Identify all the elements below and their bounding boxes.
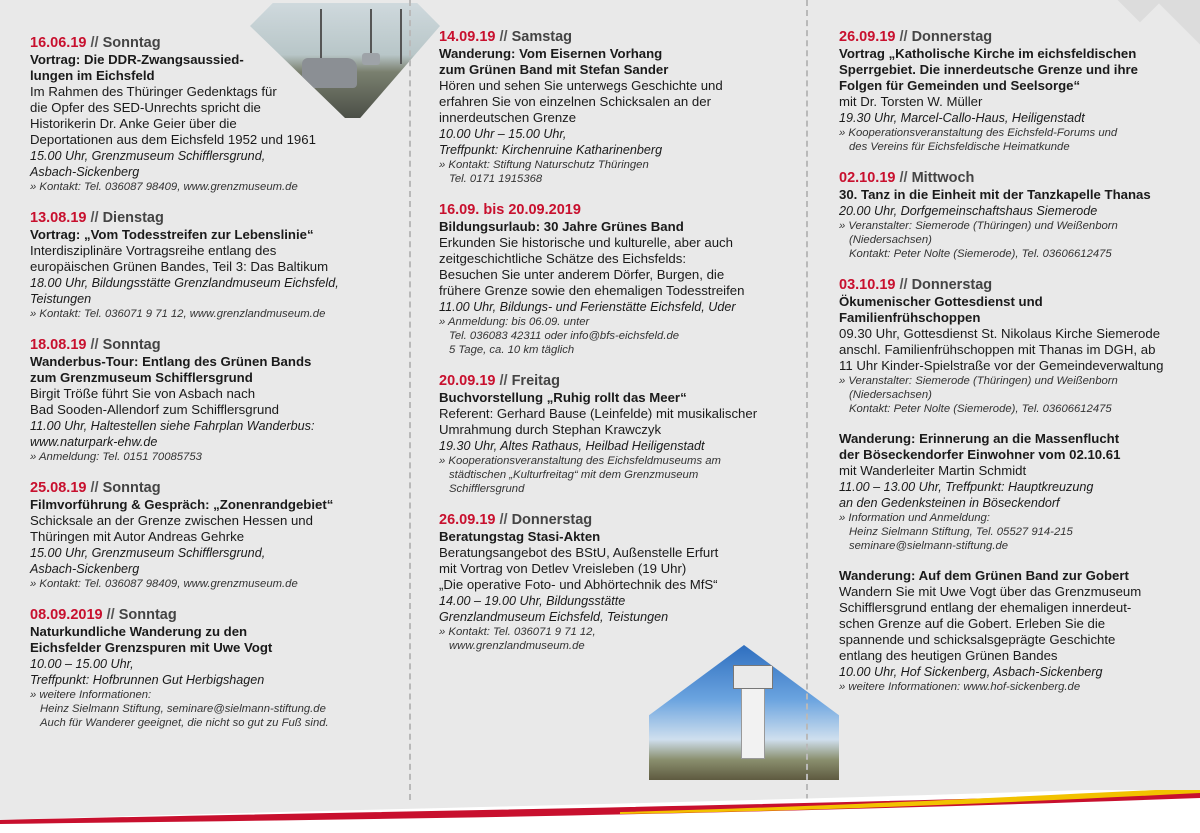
- event-weekday: Dienstag: [102, 210, 164, 226]
- event-description: Historikerin Dr. Anke Geier über die: [30, 116, 237, 131]
- event-date-line: [30, 336, 390, 354]
- event-weekday: Donnerstag: [911, 29, 993, 45]
- event-description: Referent: Gerhard Bause (Leinfelde) mit musikalischer: [439, 406, 758, 421]
- event-entry: [439, 201, 779, 357]
- event-description: mit Dr. Torsten W. Müller: [839, 94, 983, 109]
- event-time-place: Grenzlandmuseum Eichsfeld, Teistungen: [439, 610, 669, 624]
- event-contact: » Kontakt: Tel. 036071 9 71 12,: [439, 626, 596, 638]
- date-separator: //: [86, 337, 103, 353]
- event-entry: [839, 276, 1179, 416]
- event-entry: [30, 479, 390, 591]
- event-date: 14.09.19: [439, 29, 496, 45]
- event-contact: » Information und Anmeldung:: [839, 512, 990, 524]
- event-date: 02.10.19: [839, 170, 896, 186]
- date-separator: //: [895, 277, 912, 293]
- event-description: frühere Grenze sowie den ehemaligen Todesstreifen: [439, 283, 745, 298]
- event-contact: Tel. 036083 42311 oder info@bfs-eichsfeld.de: [449, 330, 680, 342]
- event-contact: » Veranstalter: Siemerode (Thüringen) und Weißenborn: [839, 375, 1118, 387]
- event-contact: Schifflersgrund: [449, 483, 525, 495]
- event-time-place: 18.00 Uhr, Bildungsstätte Grenzlandmuseum Eichsfeld,: [30, 276, 339, 290]
- event-contact: » Kontakt: Stiftung Naturschutz Thüringen: [439, 159, 649, 171]
- event-description: „Die operative Foto- und Abhörtechnik des MfS“: [439, 577, 718, 592]
- column-divider: [409, 0, 411, 800]
- event-description: erfahren Sie von einzelnen Schicksalen an der: [439, 94, 711, 109]
- event-contact: » weitere Informationen:: [30, 689, 152, 701]
- event-date-line: [30, 606, 390, 624]
- event-entry: [30, 606, 390, 730]
- event-contact: Heinz Sielmann Stiftung, seminare@sielmann-stiftung.de: [40, 703, 326, 715]
- event-title: Vortrag: „Vom Todesstreifen zur Lebenslinie“: [30, 227, 314, 242]
- event-title: Vortrag: Die DDR-Zwangsaussied-: [30, 52, 244, 67]
- event-description: Umrahmung durch Stephan Krawczyk: [439, 422, 662, 437]
- column-2: [439, 28, 779, 668]
- event-date-line: [30, 34, 390, 52]
- event-entry: [30, 34, 390, 194]
- event-time-place: 15.00 Uhr, Grenzmuseum Schifflersgrund,: [30, 149, 266, 163]
- event-title: 30. Tanz in die Einheit mit der Tanzkapelle Thanas: [839, 187, 1151, 202]
- event-description: Hören und sehen Sie unterwegs Geschichte und: [439, 78, 723, 93]
- event-description: Erkunden Sie historische und kulturelle, aber auch: [439, 235, 733, 250]
- event-date-line: [439, 201, 779, 219]
- event-time-place: an den Gedenksteinen in Böseckendorf: [839, 496, 1060, 510]
- event-title: Naturkundliche Wanderung zu den: [30, 624, 248, 639]
- event-title: Vortrag „Katholische Kirche im eichsfeldischen: [839, 46, 1137, 61]
- event-description: die Opfer des SED-Unrechts spricht die: [30, 100, 261, 115]
- event-date: 13.08.19: [30, 210, 87, 226]
- event-date: 16.09. bis 20.09.2019: [439, 202, 581, 218]
- event-description: Birgit Tröße führt Sie von Asbach nach: [30, 386, 256, 401]
- event-time-place: Treffpunkt: Kirchenruine Katharinenberg: [439, 143, 663, 157]
- event-time-place: 11.00 Uhr, Bildungs- und Ferienstätte Eichsfeld, Uder: [439, 300, 736, 314]
- date-separator: //: [86, 35, 103, 51]
- column-1: [30, 34, 390, 745]
- event-weekday: Sonntag: [102, 35, 161, 51]
- event-date: 26.09.19: [439, 512, 496, 528]
- event-description: mit Wanderleiter Martin Schmidt: [839, 463, 1027, 478]
- event-description: Schicksale an der Grenze zwischen Hessen und: [30, 513, 313, 528]
- event-contact: » weitere Informationen: www.hof-sickenberg.de: [839, 681, 1081, 693]
- event-title: Sperrgebiet. Die innerdeutsche Grenze und ihre: [839, 62, 1138, 77]
- event-entry: [839, 431, 1179, 553]
- event-time-place: www.naturpark-ehw.de: [30, 435, 158, 449]
- event-date: 25.08.19: [30, 480, 87, 496]
- event-entry: [839, 28, 1179, 154]
- event-contact: » Veranstalter: Siemerode (Thüringen) und Weißenborn: [839, 220, 1118, 232]
- event-contact: Kontakt: Peter Nolte (Siemerode), Tel. 03606612475: [849, 403, 1112, 415]
- event-title: Ökumenischer Gottesdienst und: [839, 294, 1043, 309]
- event-contact: (Niedersachsen): [849, 389, 932, 401]
- date-separator: //: [495, 512, 512, 528]
- event-time-place: 10.00 Uhr, Hof Sickenberg, Asbach-Sickenberg: [839, 665, 1103, 679]
- event-date: 18.08.19: [30, 337, 87, 353]
- event-weekday: Freitag: [511, 373, 560, 389]
- event-title: Eichsfelder Grenzspuren mit Uwe Vogt: [30, 640, 273, 655]
- event-description: europäischen Grünen Bandes, Teil 3: Das Baltikum: [30, 259, 329, 274]
- event-title: zum Grenzmuseum Schifflersgrund: [30, 370, 253, 385]
- event-description: Wandern Sie mit Uwe Vogt über das Grenzmuseum: [839, 584, 1142, 599]
- event-time-place: Teistungen: [30, 292, 92, 306]
- event-contact: städtischen „Kulturfreitag“ mit dem Grenzmuseum: [449, 469, 699, 481]
- event-time-place: 10.00 – 15.00 Uhr,: [30, 657, 134, 671]
- column-divider: [806, 0, 808, 800]
- event-date: 20.09.19: [439, 373, 496, 389]
- event-date-line: [839, 28, 1179, 46]
- event-time-place: 20.00 Uhr, Dorfgemeinschaftshaus Siemerode: [839, 204, 1098, 218]
- event-date: 16.06.19: [30, 35, 87, 51]
- date-separator: //: [895, 170, 912, 186]
- event-contact: » Anmeldung: bis 06.09. unter: [439, 316, 590, 328]
- event-description: Thüringen mit Autor Andreas Gehrke: [30, 529, 245, 544]
- date-separator: //: [495, 373, 512, 389]
- event-entry: [839, 169, 1179, 261]
- event-title: zum Grünen Band mit Stefan Sander: [439, 62, 669, 77]
- event-contact: Tel. 0171 1915368: [449, 173, 543, 185]
- event-time-place: Asbach-Sickenberg: [30, 165, 140, 179]
- event-title: der Böseckendorfer Einwohner vom 02.10.61: [839, 447, 1121, 462]
- event-title: Bildungsurlaub: 30 Jahre Grünes Band: [439, 219, 684, 234]
- event-date-line: [439, 511, 779, 529]
- bottom-swoosh: [0, 790, 1200, 833]
- event-date-line: [30, 479, 390, 497]
- event-description: Bad Sooden-Allendorf zum Schifflersgrund: [30, 402, 279, 417]
- event-time-place: 11.00 Uhr, Haltestellen siehe Fahrplan Wanderbus:: [30, 419, 315, 433]
- event-entry: [439, 372, 779, 496]
- event-weekday: Samstag: [511, 29, 573, 45]
- event-description: Im Rahmen des Thüringer Gedenktags für: [30, 84, 277, 99]
- event-description: Schifflersgrund entlang der ehemaligen innerdeut-: [839, 600, 1132, 615]
- event-description: spannende und schicksalsgeprägte Geschichte: [839, 632, 1116, 647]
- date-separator: //: [495, 29, 512, 45]
- event-title: Buchvorstellung „Ruhig rollt das Meer“: [439, 390, 687, 405]
- date-separator: //: [86, 210, 103, 226]
- event-description: mit Vortrag von Detlev Vreisleben (19 Uhr): [439, 561, 687, 576]
- event-time-place: 19.30 Uhr, Marcel-Callo-Haus, Heiligenstadt: [839, 111, 1085, 125]
- event-entry: [439, 28, 779, 186]
- event-title: Wanderung: Vom Eisernen Vorhang: [439, 46, 663, 61]
- event-description: 09.30 Uhr, Gottesdienst St. Nikolaus Kirche Siemerode: [839, 326, 1161, 341]
- event-date-line: [30, 209, 390, 227]
- event-contact: Heinz Sielmann Stiftung, Tel. 05527 914-215: [849, 526, 1073, 538]
- event-time-place: Treffpunkt: Hofbrunnen Gut Herbigshagen: [30, 673, 265, 687]
- event-weekday: Sonntag: [118, 607, 177, 623]
- event-time-place: 11.00 – 13.00 Uhr, Treffpunkt: Hauptkreuzung: [839, 480, 1094, 494]
- event-entry: [839, 568, 1179, 694]
- event-description: Besuchen Sie unter anderem Dörfer, Burgen, die: [439, 267, 725, 282]
- event-title: Wanderung: Auf dem Grünen Band zur Gobert: [839, 568, 1129, 583]
- event-entry: [30, 209, 390, 321]
- event-title: lungen im Eichsfeld: [30, 68, 155, 83]
- event-entry: [439, 511, 779, 653]
- event-description: 11 Uhr Kinder-Spielstraße vor der Gemeindeverwaltung: [839, 358, 1164, 373]
- event-weekday: Mittwoch: [911, 170, 975, 186]
- event-contact: » Kontakt: Tel. 036071 9 71 12, www.grenzlandmuseum.de: [30, 308, 326, 320]
- event-contact: www.grenzlandmuseum.de: [449, 640, 585, 652]
- event-contact: » Kontakt: Tel. 036087 98409, www.grenzmuseum.de: [30, 181, 298, 193]
- event-date: 26.09.19: [839, 29, 896, 45]
- event-weekday: Sonntag: [102, 337, 161, 353]
- event-time-place: 19.30 Uhr, Altes Rathaus, Heilbad Heiligenstadt: [439, 439, 705, 453]
- event-title: Familienfrühschoppen: [839, 310, 981, 325]
- event-contact: seminare@sielmann-stiftung.de: [849, 540, 1009, 552]
- event-date-line: [839, 169, 1179, 187]
- event-description: innerdeutschen Grenze: [439, 110, 577, 125]
- event-date-line: [439, 372, 779, 390]
- event-entry: [30, 336, 390, 464]
- event-description: entlang des heutigen Grünen Bandes: [839, 648, 1058, 663]
- event-weekday: Donnerstag: [511, 512, 593, 528]
- event-title: Folgen für Gemeinden und Seelsorge“: [839, 78, 1081, 93]
- event-contact: 5 Tage, ca. 10 km täglich: [449, 344, 575, 356]
- event-description: zeitgeschichtliche Schätze des Eichsfelds:: [439, 251, 687, 266]
- event-title: Filmvorführung & Gespräch: „Zonenrandgebiet“: [30, 497, 334, 512]
- event-contact: » Anmeldung: Tel. 0151 70085753: [30, 451, 202, 463]
- event-description: anschl. Familienfrühschoppen mit Thanas im DGH, ab: [839, 342, 1156, 357]
- event-time-place: 10.00 Uhr – 15.00 Uhr,: [439, 127, 567, 141]
- event-time-place: Asbach-Sickenberg: [30, 562, 140, 576]
- event-date: 03.10.19: [839, 277, 896, 293]
- event-contact: Kontakt: Peter Nolte (Siemerode), Tel. 03606612475: [849, 248, 1112, 260]
- event-description: Interdisziplinäre Vortragsreihe entlang des: [30, 243, 277, 258]
- event-contact: » Kontakt: Tel. 036087 98409, www.grenzmuseum.de: [30, 578, 298, 590]
- event-contact: » Kooperationsveranstaltung des Eichsfeld-Forums und: [839, 127, 1118, 139]
- date-separator: //: [86, 480, 103, 496]
- event-contact: (Niedersachsen): [849, 234, 932, 246]
- event-contact: » Kooperationsveranstaltung des Eichsfeldmuseums am: [439, 455, 721, 467]
- event-time-place: 14.00 – 19.00 Uhr, Bildungsstätte: [439, 594, 626, 608]
- event-title: Wanderbus-Tour: Entlang des Grünen Bands: [30, 354, 312, 369]
- event-date-line: [439, 28, 779, 46]
- event-title: Beratungstag Stasi-Akten: [439, 529, 601, 544]
- event-description: Beratungsangebot des BStU, Außenstelle Erfurt: [439, 545, 719, 560]
- column-3: [839, 28, 1179, 709]
- event-time-place: 15.00 Uhr, Grenzmuseum Schifflersgrund,: [30, 546, 266, 560]
- event-weekday: Donnerstag: [911, 277, 993, 293]
- event-weekday: Sonntag: [102, 480, 161, 496]
- event-date-line: [839, 276, 1179, 294]
- event-date: 08.09.2019: [30, 607, 103, 623]
- event-description: Deportationen aus dem Eichsfeld 1952 und 1961: [30, 132, 316, 147]
- event-contact: Auch für Wanderer geeignet, die nicht so gut zu Fuß sind.: [40, 717, 329, 729]
- event-title: Wanderung: Erinnerung an die Massenflucht: [839, 431, 1120, 446]
- event-contact: des Vereins für Eichsfeldische Heimatkunde: [849, 141, 1070, 153]
- date-separator: //: [895, 29, 912, 45]
- event-description: schen Grenze auf die Gobert. Erleben Sie die: [839, 616, 1106, 631]
- date-separator: //: [102, 607, 119, 623]
